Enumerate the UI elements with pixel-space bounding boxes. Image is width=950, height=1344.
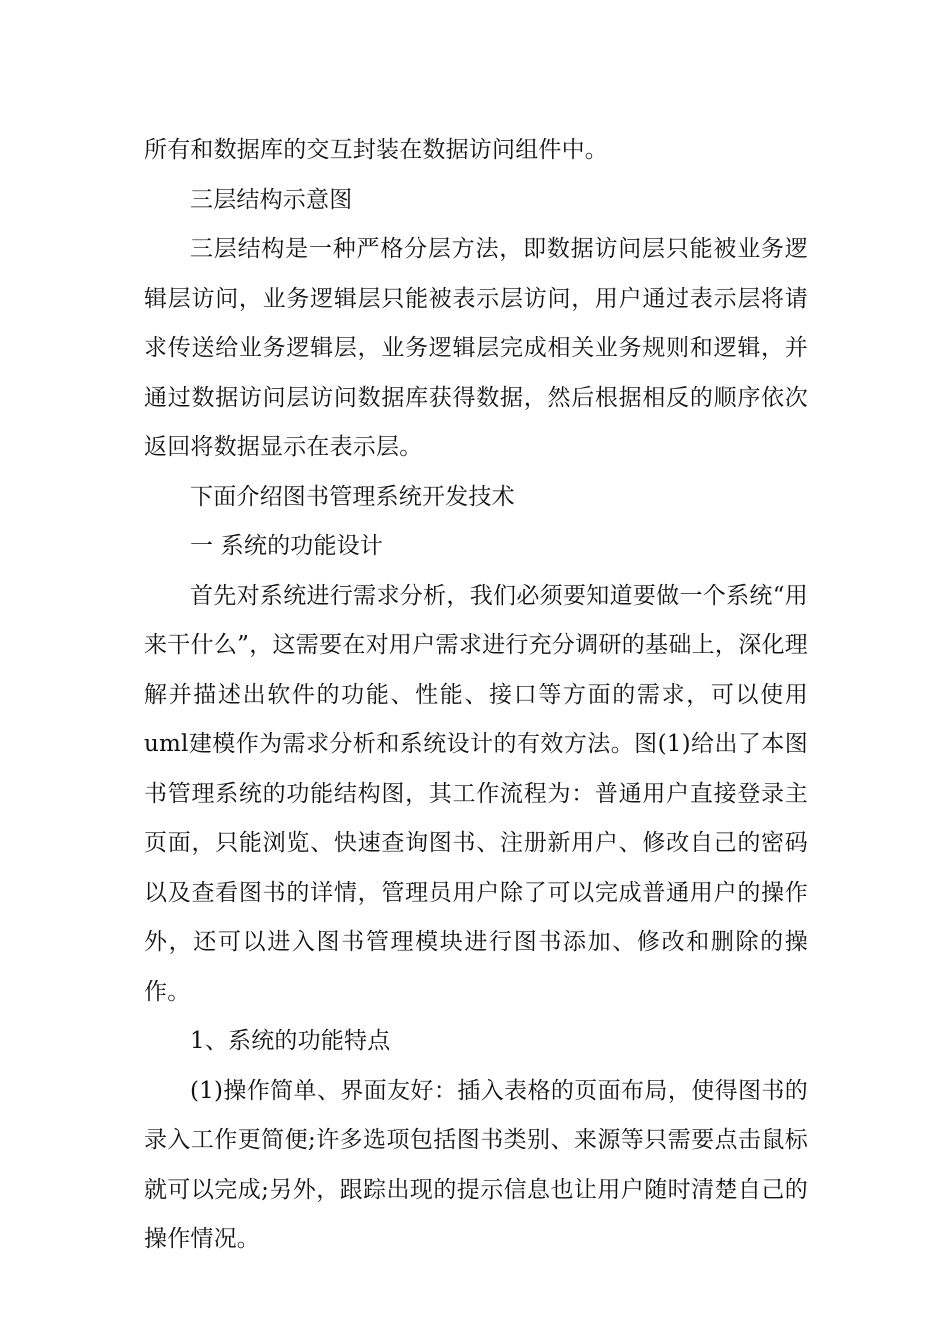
subsection-heading-features: 1、系统的功能特点 — [190, 1028, 391, 1054]
paragraph-continuation: 所有和数据库的交互封装在数据访问组件中。 — [144, 137, 608, 163]
paragraph-feature-1: (1)操作简单、界面友好：插入表格的页面布局，使得图书的录入工作更简便;许多选项包括图书类别、来源等只需要点击鼠标就可以完成;另外，跟踪出现的提示信息也让用户随时清楚自己的操作情况。 — [144, 1077, 808, 1252]
paragraph-requirements: 首先对系统进行需求分析，我们必须要知道要做一个系统“用来干什么”，这需要在对用户需求进行充分调研的基础上，深化理解并描述出软件的功能、性能、接口等方面的需求，可以使用uml建模作为需求分析和系统设计的有效方法。图(1)给出了本图书管理系统的功能结构图，其工作流程为：普通用户直接登录主页面，只能浏览、快速查询图书、注册新用户、修改自己的密码以及查看图书的详情，管理员用户除了可以完成普通用户的操作外，还可以进入图书管理模块进行图书添加、修改和删除的操作。 — [144, 582, 808, 1005]
figure-caption: 三层结构示意图 — [190, 186, 353, 213]
document-page — [144, 126, 808, 1265]
section-heading-function-design: 一 系统的功能设计 — [190, 533, 384, 559]
paragraph-three-tier: 三层结构是一种严格分层方法，即数据访问层只能被业务逻辑层访问，业务逻辑层只能被表示层访问，用户通过表示层将请求传送给业务逻辑层，业务逻辑层完成相关业务规则和逻辑，并通过数据访问层访问数据库获得数据，然后根据相反的顺序依次返回将数据显示在表示层。 — [144, 236, 808, 460]
paragraph-intro-tech: 下面介绍图书管理系统开发技术 — [190, 483, 515, 510]
